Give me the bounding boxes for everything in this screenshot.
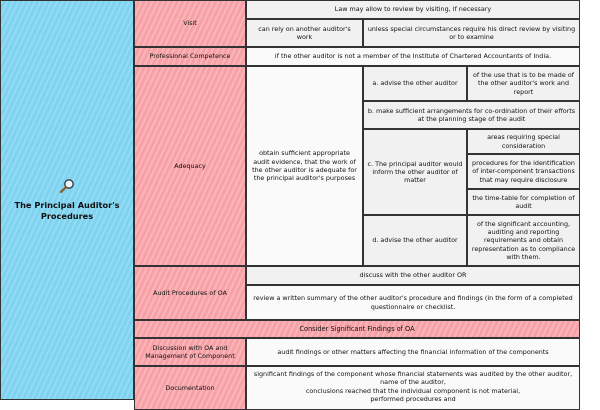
documentation-line: name of the auditor,	[380, 378, 446, 387]
documentation-label: Documentation	[134, 366, 246, 410]
professional-competence-text: if the other auditor is not a member of the Institute of Chartered Accountants of India.	[246, 47, 580, 66]
root-label: The Principal Auditor's Procedures	[14, 199, 120, 221]
documentation-line: significant findings of the component whose financial statements was audited by the other auditor,	[253, 370, 573, 378]
visit-statement: Law may allow to review by visiting, if necessary	[246, 0, 580, 19]
documentation-line: performed procedures and	[370, 394, 456, 403]
consider-findings-band: Consider Significant Findings of OA	[134, 320, 580, 338]
adequacy-obtain: obtain sufficient appropriate audit evidence, that the work of the other auditor is adequate for the principal auditor's purposes	[246, 66, 363, 266]
audit-procedures-review: review a written summary of the other auditor's procedure and findings (in the form of a completed questionnaire or checklist.	[246, 285, 580, 320]
adequacy-d-label: d. advise the other auditor	[363, 215, 467, 266]
magnifier-icon	[59, 178, 75, 194]
adequacy-label: Adequacy	[134, 66, 246, 266]
discussion-label: Discussion with OA and Management of Component	[134, 338, 246, 366]
adequacy-c-item: the time-table for completion of audit	[467, 189, 580, 215]
visit-unless: unless special circumstances require his direct review by visiting or to examine	[363, 19, 580, 47]
discussion-text: audit findings or other matters affecting the financial information of the components	[246, 338, 580, 366]
audit-procedures-label: Audit Procedures of OA	[134, 266, 246, 320]
adequacy-a-detail: of the use that is to be made of the other auditor's work and report	[467, 66, 580, 101]
adequacy-c-item: procedures for the identification of inter-component transactions that may require disclosure	[467, 154, 580, 189]
documentation-text	[246, 366, 580, 410]
audit-procedures-discuss: discuss with the other auditor OR	[246, 266, 580, 285]
root-node	[0, 0, 134, 400]
visit-label: Visit	[134, 0, 246, 47]
visit-rely: can rely on another auditor's work	[246, 19, 363, 47]
professional-competence-label: Professional Competence	[134, 47, 246, 66]
adequacy-a-label: a. advise the other auditor	[363, 66, 467, 101]
adequacy-c-label: c. The principal auditor would inform the other auditor of matter	[363, 129, 467, 215]
adequacy-c-item: areas requiring special consideration	[467, 129, 580, 154]
documentation-line: conclusions reached that the individual component is not material,	[305, 386, 521, 395]
adequacy-d-detail: of the significant accounting, auditing and reporting requirements and obtain representation as to compliance with them.	[467, 215, 580, 266]
adequacy-b-label: b. make sufficient arrangements for co-ordination of their efforts at the planning stage of the audit	[363, 101, 580, 129]
